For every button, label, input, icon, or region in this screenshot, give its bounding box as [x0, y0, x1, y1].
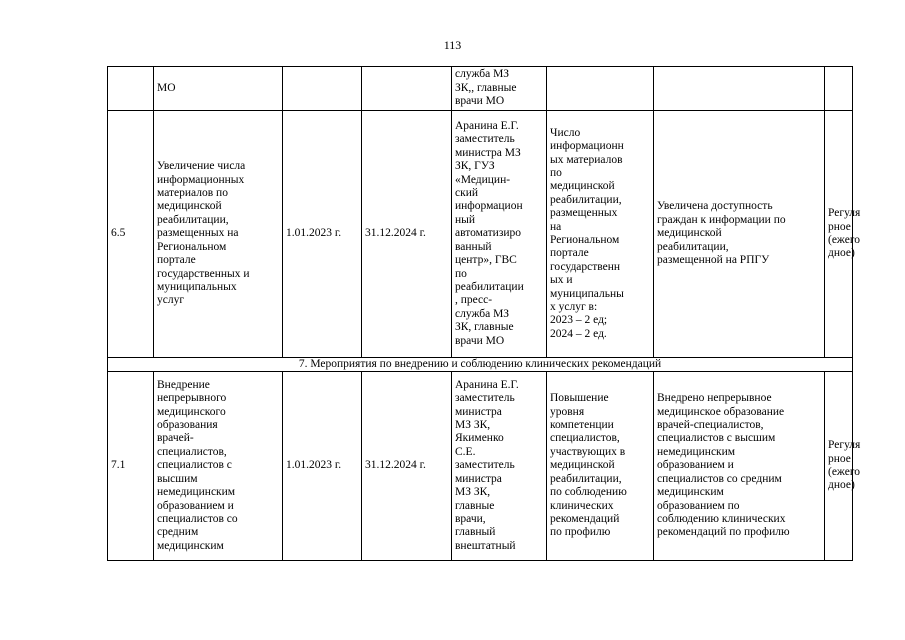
- start-date-cell: 1.01.2023 г.: [283, 372, 362, 561]
- responsible-cell: Аранина Е.Г. заместитель министра МЗ ЗК, ГУЗ «Медицин- ский информацион ный автоматизиро ванный центр», ГВС по реабилитации , пресс- служба МЗ ЗК, главные врачи МО: [452, 111, 547, 358]
- end-date-cell: 31.12.2024 г.: [362, 111, 452, 358]
- table-row: [108, 111, 853, 358]
- end-date-cell: 31.12.2024 г.: [362, 372, 452, 561]
- measure-name-cell: Увеличение числа информационных материалов по медицинской реабилитации, размещенных на Региональном портале государственных и муниципальных услуг: [154, 111, 283, 358]
- measures-table: [107, 66, 861, 561]
- indicator-cell: [547, 67, 654, 111]
- measure-name-cell: МО: [154, 67, 283, 111]
- start-date-cell: [283, 67, 362, 111]
- frequency-cell: [825, 67, 853, 111]
- responsible-cell: Аранина Е.Г. заместитель министра МЗ ЗК, Якименко С.Е. заместитель министра МЗ ЗК, главные врачи, главный внештатный: [452, 372, 547, 561]
- row-number-cell: 7.1: [108, 372, 154, 561]
- table-row: [108, 372, 853, 561]
- table-row: [108, 67, 853, 111]
- result-cell: Увеличена доступность граждан к информации по медицинской реабилитации, размещенной на РПГУ: [654, 111, 825, 358]
- indicator-cell: Число информационн ых материалов по медицинской реабилитации, размещенных на Региональном портале государственн ых и муниципальны х услуг в: 2023 – 2 ед; 2024 – 2 ед.: [547, 111, 654, 358]
- responsible-cell: служба МЗ ЗК,, главные врачи МО: [452, 67, 547, 111]
- start-date-cell: 1.01.2023 г.: [283, 111, 362, 358]
- row-number-cell: 6.5: [108, 111, 154, 358]
- result-cell: Внедрено непрерывное медицинское образование врачей-специалистов, специалистов с высшим немедицинским образованием и специалистов со средним медицинским образованием по соблюдению клинических рекомендаций по профилю: [654, 372, 825, 561]
- indicator-cell: Повышение уровня компетенции специалистов, участвующих в медицинской реабилитации, по соблюдению клинических рекомендаций по профилю: [547, 372, 654, 561]
- frequency-cell: Регуля рное (ежего дное): [825, 111, 853, 358]
- measure-name-cell: Внедрение непрерывного медицинского образования врачей- специалистов, специалистов с высшим немедицинским образованием и специалистов со средним медицинским: [154, 372, 283, 561]
- frequency-cell: Регуля рное (ежего дное): [825, 372, 853, 561]
- row-number-cell: [108, 67, 154, 111]
- result-cell: [654, 67, 825, 111]
- end-date-cell: [362, 67, 452, 111]
- section-title: 7. Мероприятия по внедрению и соблюдению клинических рекомендаций: [108, 358, 853, 372]
- section-row: [108, 358, 853, 372]
- page-number: 113: [443, 38, 462, 52]
